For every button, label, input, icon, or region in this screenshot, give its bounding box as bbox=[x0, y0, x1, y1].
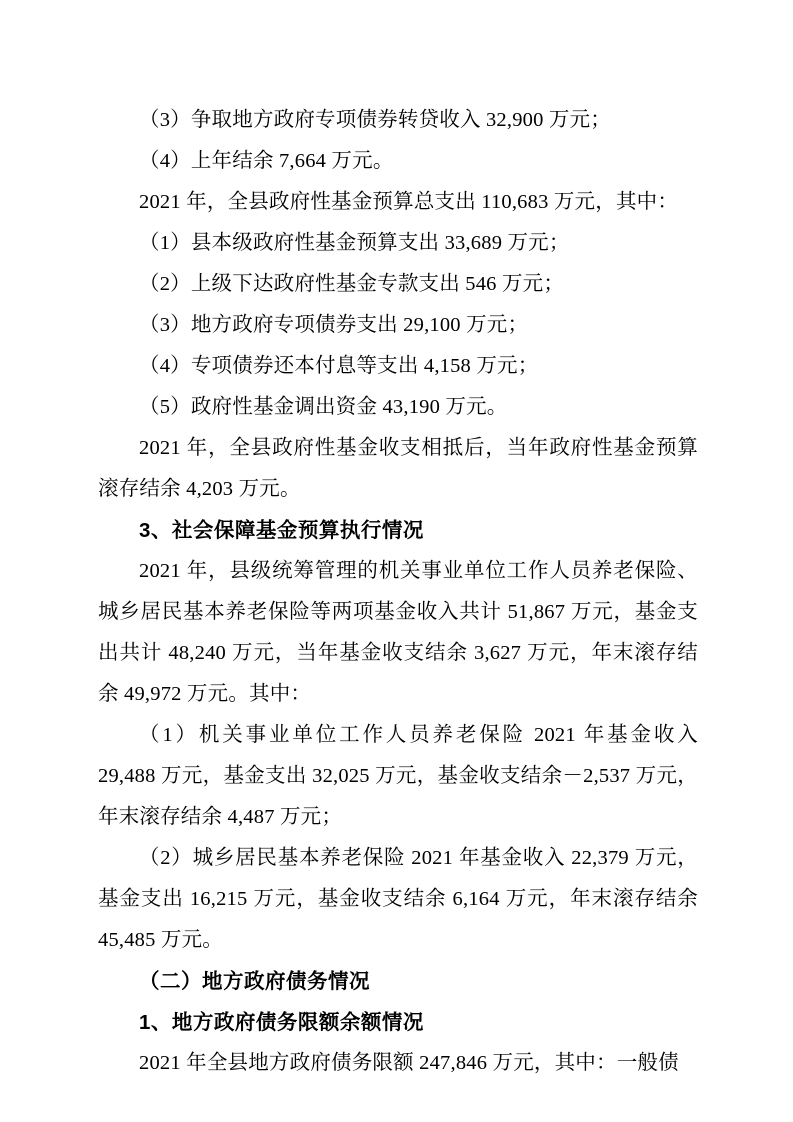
paragraph-local-special-bond-expenditure: （3）地方政府专项债券支出 29,100 万元； bbox=[139, 314, 529, 336]
heading-debt-limit-balance: 1、地方政府债务限额余额情况 bbox=[139, 1011, 424, 1034]
heading-local-government-debt: （二）地方政府债务情况 bbox=[139, 970, 370, 993]
paragraph-prior-year-balance: （4）上年结余 7,664 万元。 bbox=[139, 150, 394, 172]
paragraph-institution-staff-pension: （1）机关事业单位工作人员养老保险 2021 年基金收入 29,488 万元，基金支出 32,025 万元，基金收支结余－2,537 万元，年末滚存结余 4,487 万元； bbox=[98, 724, 698, 828]
paragraph-urban-rural-resident-pension: （2）城乡居民基本养老保险 2021 年基金收入 22,379 万元，基金支出 16,215 万元，基金收支结余 6,164 万元，年末滚存结余 45,485 万元。 bbox=[98, 847, 698, 951]
paragraph-bond-principal-interest-expenditure: （4）专项债券还本付息等支出 4,158 万元； bbox=[139, 355, 539, 377]
paragraph-fund-transfer-out: （5）政府性基金调出资金 43,190 万元。 bbox=[139, 396, 508, 418]
paragraph-fund-carryover-balance: 2021 年，全县政府性基金收支相抵后，当年政府性基金预算滚存结余 4,203 万元。 bbox=[98, 437, 698, 500]
paragraph-superior-special-fund-expenditure: （2）上级下达政府性基金专款支出 546 万元； bbox=[139, 273, 565, 295]
document-body bbox=[98, 100, 698, 1084]
paragraph-county-level-fund-expenditure: （1）县本级政府性基金预算支出 33,689 万元； bbox=[139, 232, 570, 254]
paragraph-total-fund-expenditure: 2021 年，全县政府性基金预算总支出 110,683 万元，其中： bbox=[139, 191, 679, 213]
paragraph-two-funds-summary: 2021 年，县级统筹管理的机关事业单位工作人员养老保险、城乡居民基本养老保险等两项基金收入共计 51,867 万元，基金支出共计 48,240 万元，当年基金收支结余 3,627 万元，年末滚存结余 49,972 万元。其中： bbox=[98, 560, 698, 705]
paragraph-special-bond-transfer-income: （3）争取地方政府专项债券转贷收入 32,900 万元； bbox=[139, 109, 611, 131]
heading-social-security-fund-budget: 3、社会保障基金预算执行情况 bbox=[139, 519, 424, 542]
paragraph-debt-limit-amount: 2021 年全县地方政府债务限额 247,846 万元，其中：一般债 bbox=[139, 1052, 679, 1074]
